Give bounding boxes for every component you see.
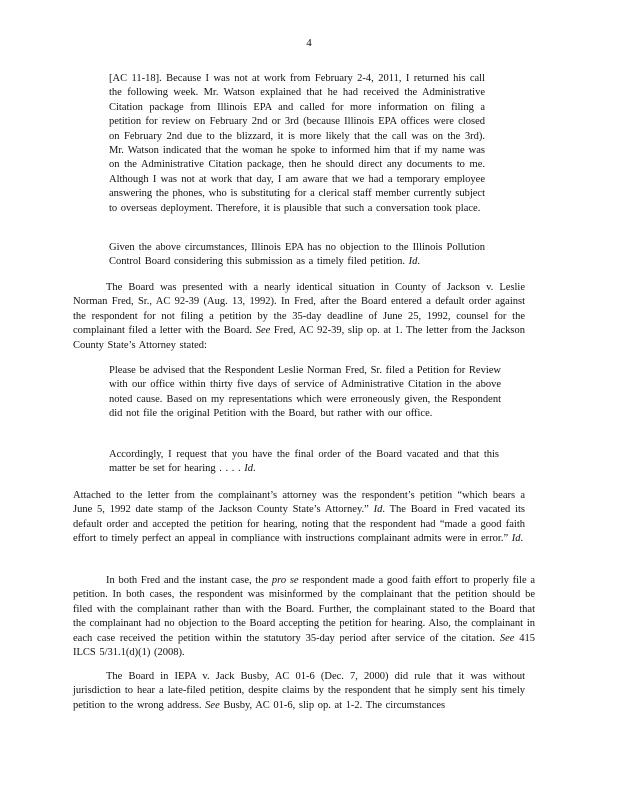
- text-segment: The Board was presented with a nearly identical situation in County of Jackson v. Leslie Norman Fred, Sr., AC 92-39 (Aug. 13, 1992). In Fred, after the Board entered a default order against the respondent for not filing a petition by the 35-day deadline of June 25, 1992, counsel for the complainant filed a letter with the Board.: [73, 282, 525, 337]
- citation-id: Id: [408, 256, 418, 268]
- text-segment: Please be advised that the Respondent Leslie Norman Fred, Sr. filed a Petition for Review with our office within thirty five days of service of Administrative Citation in the above noted cause. Based on my representations which were erroneously given, the Respondent did not file the original Petition with the Board, but rather with our office.: [109, 365, 501, 420]
- text-segment: .: [520, 533, 524, 545]
- citation-id: Id: [373, 504, 383, 516]
- citation-see: See: [205, 699, 220, 711]
- text-segment: Given the above circumstances, Illinois EPA has no objection to the Illinois Pollution Control Board considering this submission as a timely filed petition.: [109, 242, 485, 268]
- text-segment: .: [417, 256, 420, 268]
- citation-see: See: [499, 632, 515, 644]
- citation-see: See: [255, 325, 271, 337]
- page-number: 4: [306, 37, 312, 49]
- body-paragraph-comparison: [73, 574, 535, 660]
- quoted-letter-paragraph-1: [109, 364, 501, 422]
- text-segment: Fred, AC 92-39, slip op. at 1. The letter from the Jackson County State’s Attorney stated:: [73, 325, 526, 351]
- text-segment: .: [253, 463, 256, 475]
- body-paragraph-attached-letter: [73, 489, 525, 547]
- body-paragraph-busby-case: [73, 670, 525, 713]
- text-segment: Accordingly, I request that you have the final order of the Board vacated and that this matter be set for hearing . . . .: [109, 449, 499, 475]
- citation-id: Id: [244, 463, 253, 475]
- pro-se-term: pro se: [271, 575, 299, 586]
- text-segment: . The Board in Fred vacated its default order and accepted the petition for hearing, noting that the respondent had “made a good faith effort to timely perfect an appeal in compliance with instructions complainant admits were in error.”: [73, 504, 525, 545]
- text-segment: respondent made a good faith effort to properly file a petition. In both cases, the respondent was misinformed by the complainant that the petition should be filed with the complainant rather than with the Board. Further, the complainant stated to the Board that the complainant had no objection to the Board accepting the petition for hearing. Also, the complainant in each case received the petition within the statutory 35-day period after service of the citation.: [73, 575, 536, 644]
- citation-id: Id: [511, 533, 521, 545]
- body-paragraph-fred-case: [73, 281, 525, 353]
- text-segment: Attached to the letter from the complainant’s attorney was the respondent’s petition “which bears a June 5, 1992 date stamp of the Jackson County State’s Attorney.”: [73, 490, 525, 516]
- quoted-letter-paragraph-2: [109, 448, 499, 477]
- quoted-affidavit-paragraph-2: [109, 241, 485, 270]
- text-segment: 415 ILCS 5/31.1(d)(1) (2008).: [73, 632, 535, 659]
- text-segment: The Board in IEPA v. Jack Busby, AC 01-6 (Dec. 7, 2000) did rule that it was without jurisdiction to hear a late-filed petition, despite claims by the respondent that he simply sent his timely petition to the wrong address.: [73, 671, 525, 711]
- text-segment: [AC 11-18]. Because I was not at work from February 2-4, 2011, I returned his call the following week. Mr. Watson explained that he had received the Administrative Citation package from Illinois EPA and called for more information on filing a petition for review on February 2nd or 3rd (because Illinois EPA offices were closed on February 2nd due to the blizzard, it is more likely that the call was on the 3rd). Mr. Watson indicated that the woman he spoke to informed him that if my name was on the Administrative Citation package, then he should direct any documents to me. Although I was not at work that day, I am aware that we had a temporary employee answering the phones, who is substituting for a clerical staff member currently subject to overseas deployment. Therefore, it is plausible that such a conversation took place.: [109, 73, 485, 214]
- quoted-affidavit-paragraph-1: [109, 72, 485, 216]
- text-segment: Busby, AC 01-6, slip op. at 1-2. The circumstances: [219, 699, 446, 711]
- text-segment: In both Fred and the instant case, the: [106, 575, 272, 586]
